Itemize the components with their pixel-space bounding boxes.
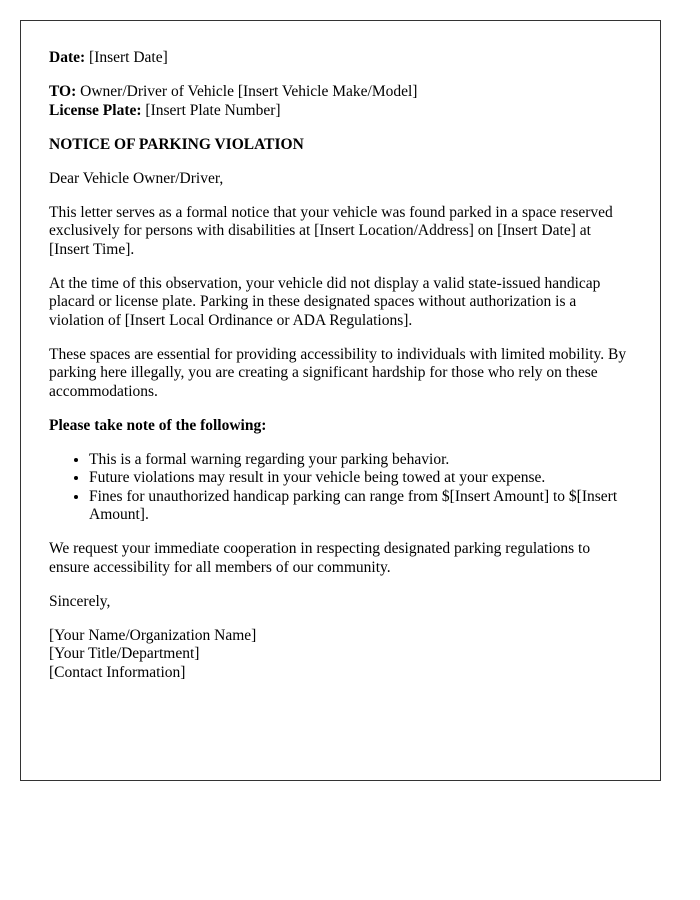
to-label: TO: (49, 83, 77, 100)
body-paragraph: These spaces are essential for providing accessibility to individuals with limited mobility. By parking here illegally, you are creating a significant hardship for those who rely on these accommodations. (49, 345, 627, 400)
signature-contact: [Contact Information] (49, 663, 186, 681)
date-line (49, 49, 632, 68)
signature-title: [Your Title/Department] (49, 645, 200, 662)
notes-heading: Please take note of the following: (49, 416, 267, 434)
notes-list (49, 451, 632, 525)
salutation: Dear Vehicle Owner/Driver, (49, 169, 224, 187)
to-line (49, 83, 632, 102)
date-value: [Insert Date] (85, 49, 168, 66)
sign-off: Sincerely, (49, 592, 111, 610)
plate-line (49, 102, 632, 121)
closing-paragraph: We request your immediate cooperation in respecting designated parking regulations to ensure accessibility for all members of our community. (49, 540, 591, 576)
list-item: • This is a formal warning regarding your parking behavior. (89, 451, 632, 470)
list-item: • Fines for unauthorized handicap parking can range from $[Insert Amount] to $[Insert Amount]. (89, 488, 632, 525)
to-value: Owner/Driver of Vehicle [Insert Vehicle Make/Model] (76, 83, 418, 100)
date-label: Date: (49, 49, 86, 66)
list-item: • Future violations may result in your vehicle being towed at your expense. (89, 469, 632, 488)
plate-value: [Insert Plate Number] (141, 101, 281, 119)
body-paragraph: At the time of this observation, your vehicle did not display a valid state-issued handicap placard or license plate. Parking in these designated spaces without authorization is a violation of [Insert Local Ordinance or ADA Regulations]. (49, 274, 601, 329)
signature-block (49, 627, 632, 683)
body-paragraph: This letter serves as a formal notice that your vehicle was found parked in a space reserved exclusively for persons with disabilities at [Insert Location/Address] on [Insert Date] at [Insert Time]. (49, 203, 613, 258)
notice-title: NOTICE OF PARKING VIOLATION (49, 135, 304, 153)
plate-label: License Plate: (49, 101, 142, 119)
letter-page (20, 20, 661, 781)
recipient-block (49, 83, 632, 120)
signature-name: [Your Name/Organization Name] (49, 626, 257, 644)
